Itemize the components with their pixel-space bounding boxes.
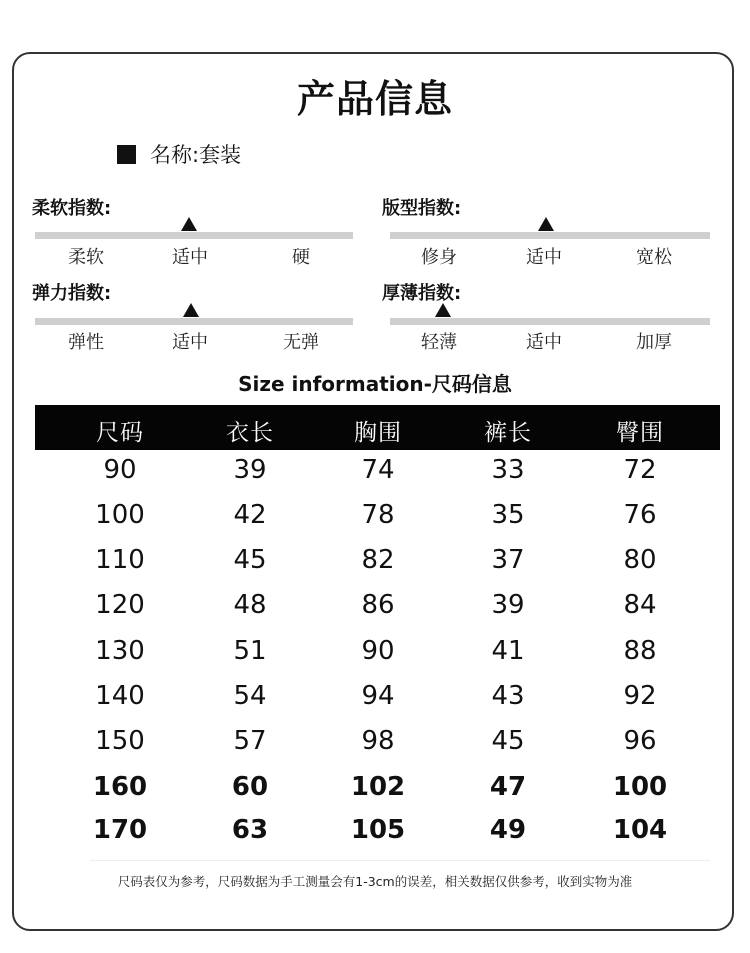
table-cell: 47	[489, 772, 527, 802]
table-cell: 105	[350, 815, 406, 845]
table-cell: 100	[95, 500, 145, 530]
table-cell: 170	[92, 815, 148, 845]
table-row	[0, 541, 750, 585]
table-cell: 98	[361, 726, 395, 756]
table-cell: 33	[491, 455, 525, 485]
page-title: 产品信息	[296, 77, 453, 121]
table-cell: 57	[233, 726, 267, 756]
table-cell: 86	[361, 590, 395, 620]
table-cell: 92	[623, 681, 657, 711]
table-cell: 74	[361, 455, 395, 485]
table-row	[0, 811, 750, 855]
table-row	[0, 677, 750, 721]
table-cell: 72	[623, 455, 657, 485]
table-row	[0, 722, 750, 766]
elasticity-scale-bar	[35, 318, 353, 325]
table-row	[0, 586, 750, 630]
table-cell: 49	[489, 815, 527, 845]
header-hip: 臀围	[616, 420, 664, 446]
table-cell: 88	[623, 636, 657, 666]
size-table-header	[35, 405, 720, 450]
table-cell: 94	[361, 681, 395, 711]
fit-option-regular: 适中	[526, 247, 562, 268]
thickness-option-medium: 适中	[526, 332, 562, 353]
table-cell: 35	[491, 500, 525, 530]
elasticity-index-label: 弹力指数:	[32, 283, 112, 304]
table-cell: 54	[233, 681, 267, 711]
elasticity-option-elastic: 弹性	[68, 332, 104, 353]
table-cell: 37	[491, 545, 525, 575]
table-cell: 110	[95, 545, 145, 575]
table-cell: 39	[491, 590, 525, 620]
table-cell: 84	[623, 590, 657, 620]
table-cell: 78	[361, 500, 395, 530]
thickness-option-thick: 加厚	[636, 332, 672, 353]
table-row	[0, 768, 750, 812]
square-bullet-icon	[117, 145, 136, 164]
table-cell: 80	[623, 545, 657, 575]
table-cell: 150	[95, 726, 145, 756]
table-cell: 102	[350, 772, 406, 802]
softness-option-hard: 硬	[292, 247, 310, 268]
table-divider	[90, 860, 710, 861]
header-pants-length: 裤长	[484, 420, 532, 446]
header-chest: 胸围	[354, 420, 402, 446]
table-cell: 76	[623, 500, 657, 530]
table-row	[0, 632, 750, 676]
table-cell: 130	[95, 636, 145, 666]
fit-scale-bar	[390, 232, 710, 239]
softness-scale-bar	[35, 232, 353, 239]
elasticity-option-none: 无弹	[283, 332, 319, 353]
fit-index-label: 版型指数:	[382, 198, 462, 219]
table-cell: 45	[233, 545, 267, 575]
header-size: 尺码	[96, 420, 144, 446]
softness-index-label: 柔软指数:	[32, 198, 112, 219]
elasticity-indicator-arrow-icon	[183, 303, 199, 317]
table-cell: 96	[623, 726, 657, 756]
table-cell: 90	[103, 455, 137, 485]
table-cell: 63	[231, 815, 269, 845]
fit-option-slim: 修身	[421, 247, 457, 268]
table-cell: 43	[491, 681, 525, 711]
table-cell: 51	[233, 636, 267, 666]
table-row	[0, 451, 750, 495]
fit-option-loose: 宽松	[636, 247, 672, 268]
table-cell: 120	[95, 590, 145, 620]
table-cell: 104	[612, 815, 668, 845]
product-name: 名称:套装	[150, 143, 242, 167]
size-info-title: Size information-尺码信息	[238, 372, 512, 396]
table-cell: 160	[92, 772, 148, 802]
thickness-index-label: 厚薄指数:	[382, 283, 462, 304]
table-cell: 100	[612, 772, 668, 802]
softness-option-soft: 柔软	[68, 247, 104, 268]
table-cell: 42	[233, 500, 267, 530]
header-length: 衣长	[226, 420, 274, 446]
thickness-indicator-arrow-icon	[435, 303, 451, 317]
table-cell: 90	[361, 636, 395, 666]
product-name-row	[117, 140, 241, 168]
table-cell: 48	[233, 590, 267, 620]
table-row	[0, 496, 750, 540]
table-cell: 41	[491, 636, 525, 666]
thickness-option-thin: 轻薄	[421, 332, 457, 353]
softness-indicator-arrow-icon	[181, 217, 197, 231]
table-cell: 45	[491, 726, 525, 756]
table-cell: 82	[361, 545, 395, 575]
thickness-scale-bar	[390, 318, 710, 325]
table-cell: 140	[95, 681, 145, 711]
table-cell: 39	[233, 455, 267, 485]
softness-option-medium: 适中	[172, 247, 208, 268]
fit-indicator-arrow-icon	[538, 217, 554, 231]
elasticity-option-medium: 适中	[172, 332, 208, 353]
table-cell: 60	[231, 772, 269, 802]
measurement-note: 尺码表仅为参考，尺码数据为手工测量会有1-3cm的误差，相关数据仅供参考，收到实物为准	[117, 874, 633, 889]
